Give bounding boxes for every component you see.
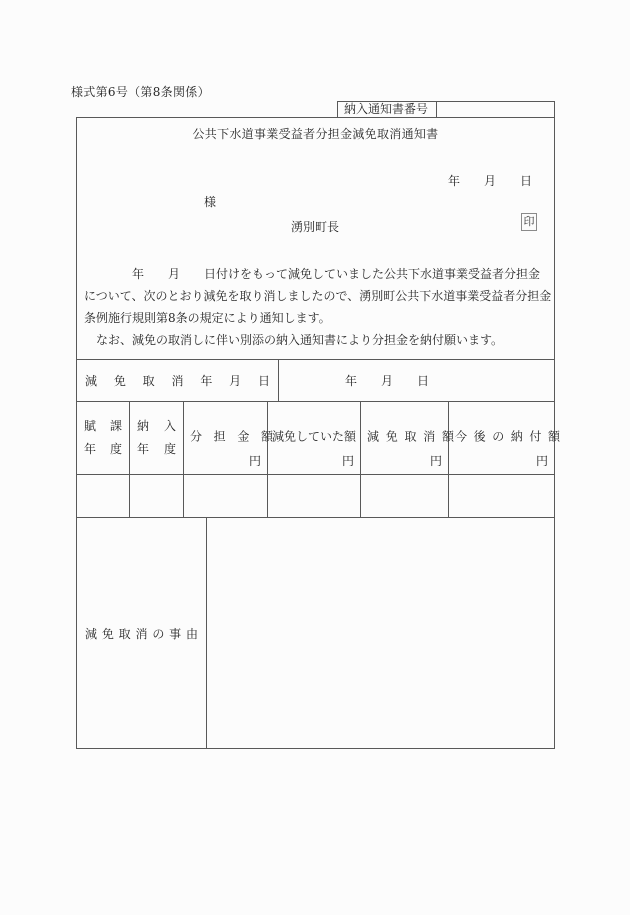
contribution-amount-label: 分 担 金 額 [190,429,273,444]
date-line: 年 月 日 [447,174,532,188]
document-title: 公共下水道事業受益者分担金減免取消通知書 [192,127,439,141]
cancel-date-label [77,360,279,401]
body-line: 条例施行規則第8条の規定により通知します。 [84,311,331,325]
unit-label-yen: 円 [248,454,261,468]
header-cell-future-payment [449,402,560,474]
levy-year-line2: 年 度 [84,442,122,456]
cancel-date-value: 年 月 日 [345,374,430,388]
unit-label-yen: 円 [535,454,548,468]
body-paragraph [84,263,552,351]
levy-year-label [77,402,129,474]
header-cell-cancelled-amount [361,402,454,474]
body-line: 年 月 日付けをもって減免していました公共下水道事業受益者分担金 [84,267,541,281]
value-cell-levy-year [77,475,130,517]
notice-number-box [337,101,555,117]
value-cell-payment-year [130,475,184,517]
seal-mark: 印 [521,213,537,231]
payment-year-line2: 年 度 [137,442,176,456]
document-frame [76,117,560,749]
header-cell-contribution-amount [184,402,273,474]
value-cell-contribution-amount [184,475,268,517]
notice-number-value [437,102,554,117]
notice-number-label: 納入通知書番号 [338,102,437,117]
reason-row [77,517,554,748]
payment-year-line1: 納 入 [137,419,176,433]
cancelled-amount-label: 減 免 取 消 額 [367,429,454,444]
payment-year-label [130,402,183,474]
future-payment-label: 今 後 の 納 付 額 [455,429,560,444]
addressee-suffix-label: 様 [204,195,217,209]
reason-label-text: 減 免 取 消 の 事 由 [85,626,198,641]
unit-label-yen: 円 [429,454,442,468]
body-line: について、次のとおり減免を取り消しましたので、湧別町公共下水道事業受益者分担金 [84,289,552,303]
cancel-date-row [77,359,554,401]
amount-table-header-row [77,401,560,474]
header-section [77,118,554,359]
levy-year-line1: 賦 課 [84,419,122,433]
reason-content [207,518,554,748]
cancel-date-label-text: 減 免 取 消 年 月 日 [85,374,270,388]
unit-label-yen: 円 [341,454,354,468]
value-cell-cancelled-amount [361,475,449,517]
issuer-label: 湧別町長 [291,220,340,234]
header-cell-exempted-amount [268,402,361,474]
form-number-label: 様式第6号（第8条関係） [71,85,210,99]
value-cell-exempted-amount [268,475,361,517]
header-cell-payment-year [130,402,184,474]
header-cell-levy-year [77,402,130,474]
reason-label [77,518,207,748]
body-line: なお、減免の取消しに伴い別添の納入通知書により分担金を納付願います。 [84,333,504,347]
exempted-amount-label: 減免していた額 [271,429,356,444]
value-cell-future-payment [449,475,554,517]
amount-table-value-row [77,474,554,517]
